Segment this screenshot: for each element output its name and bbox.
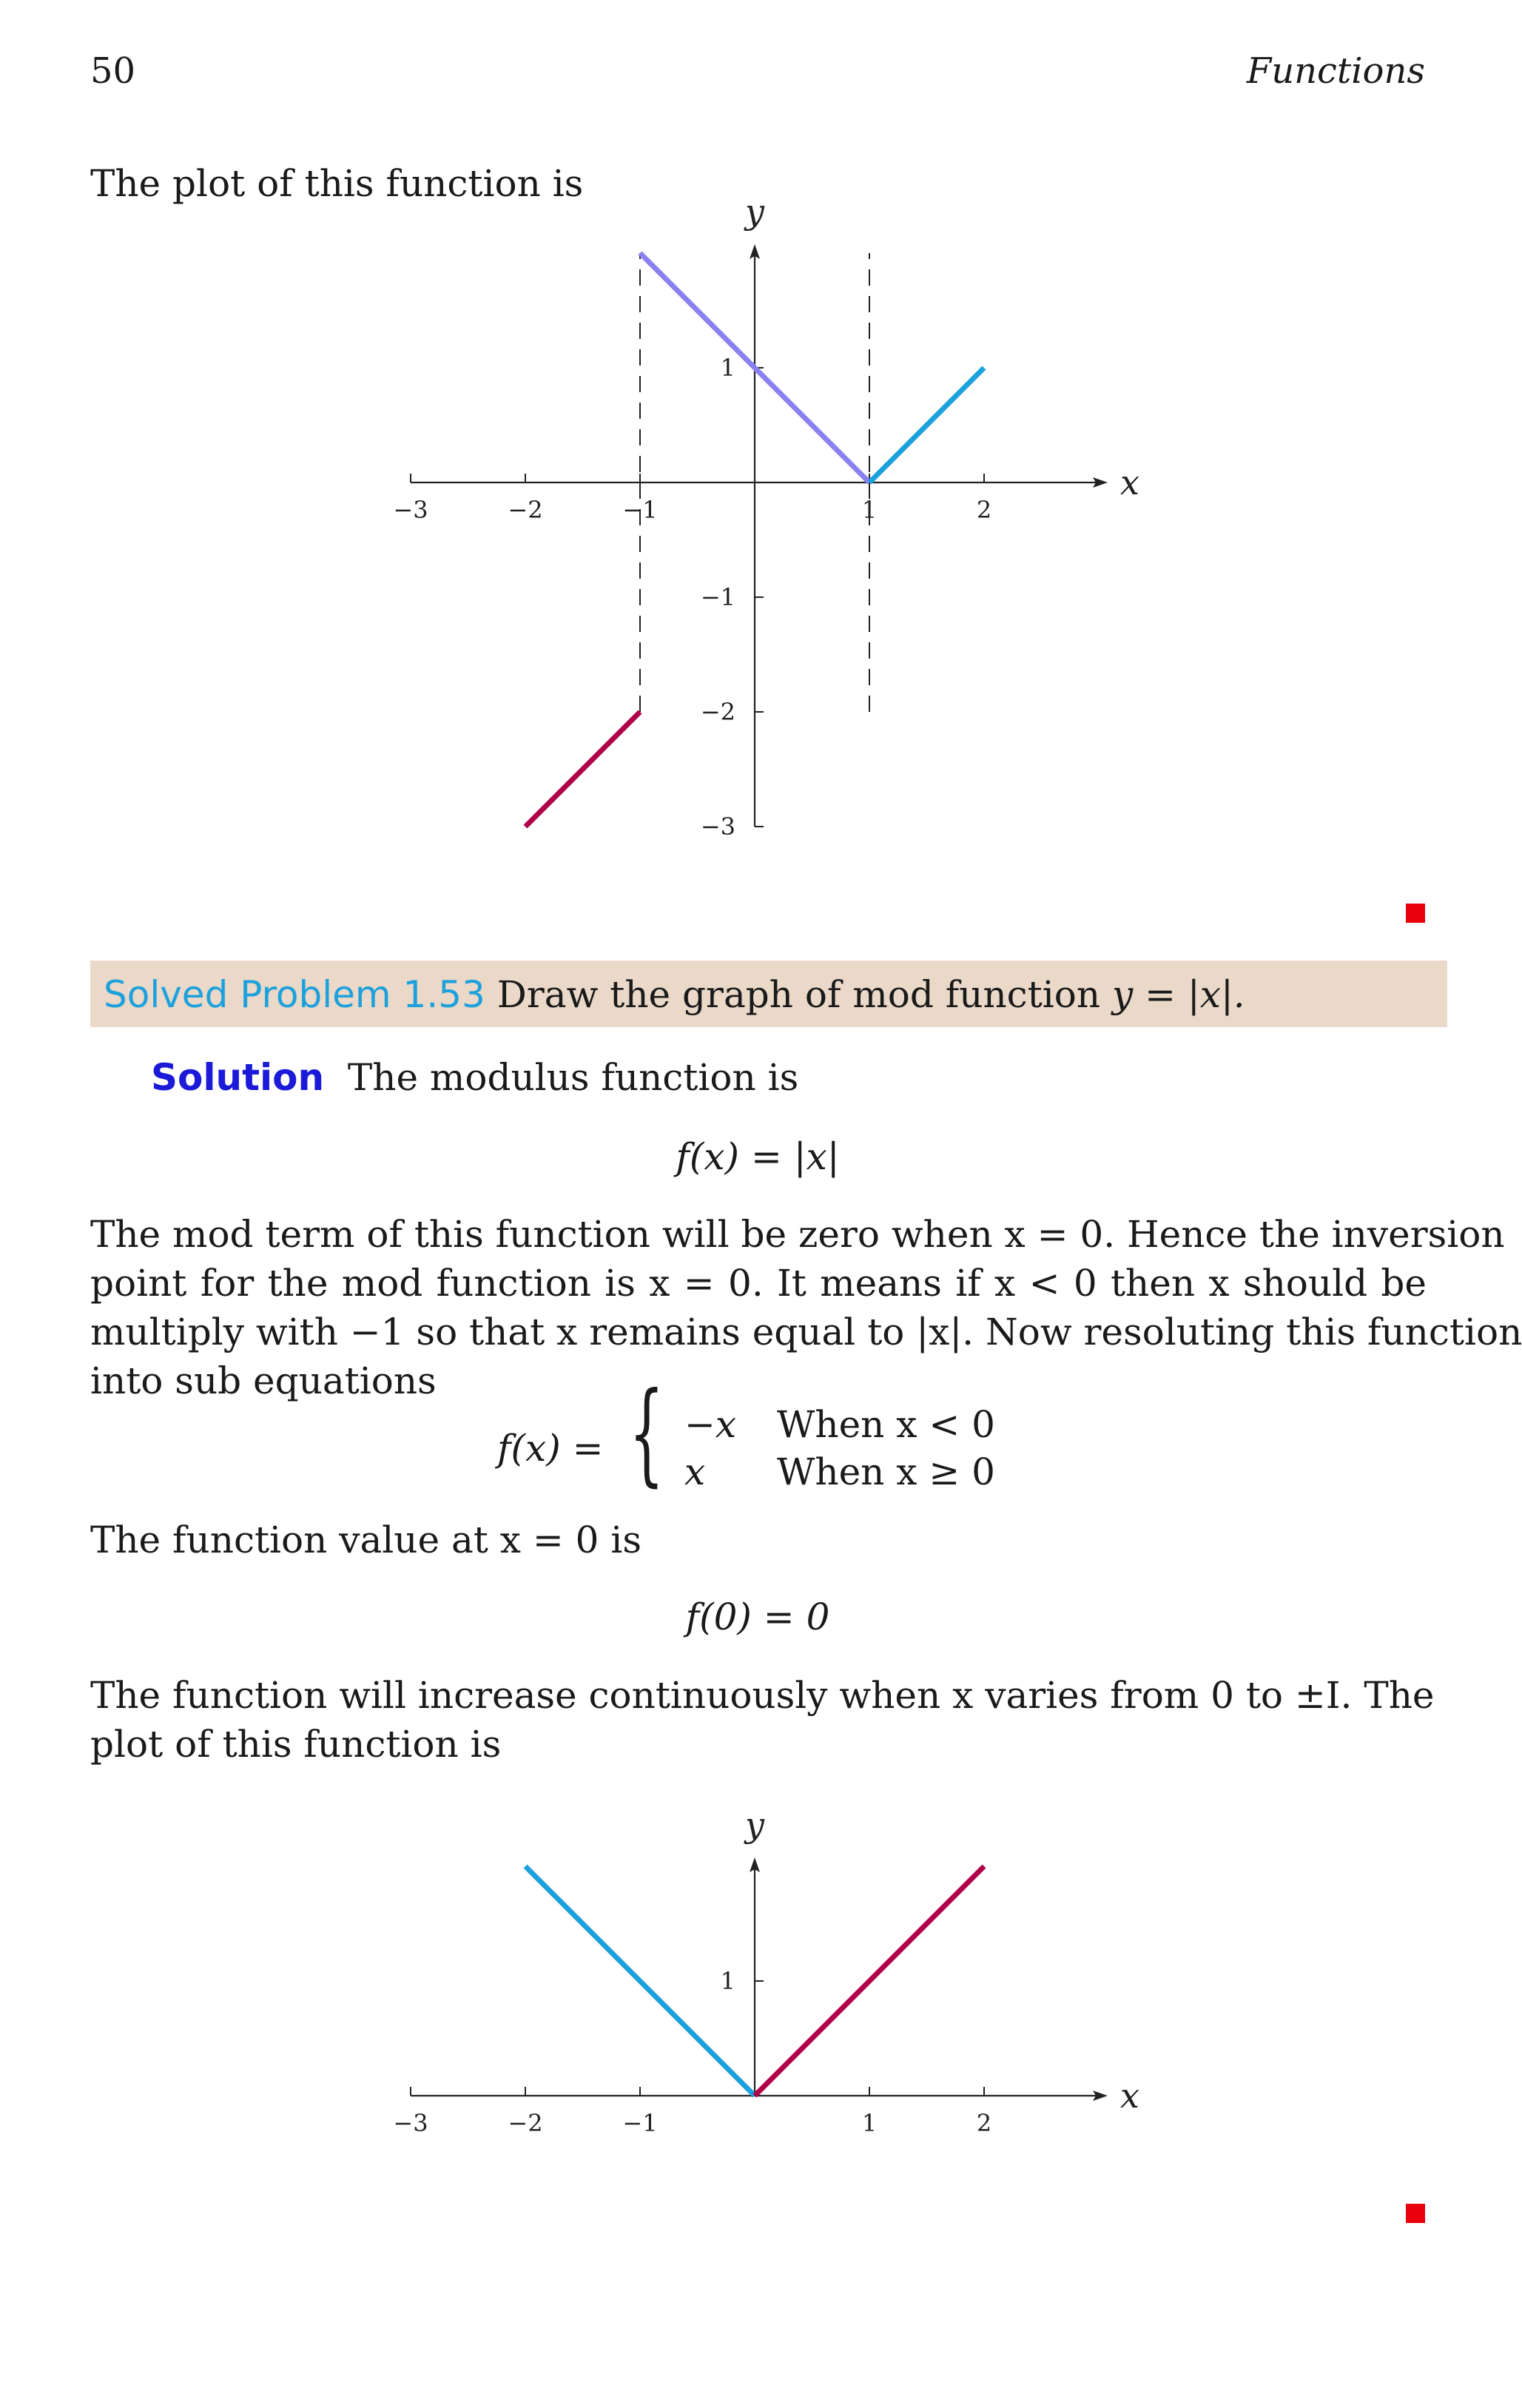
- y-tick-label: −1: [700, 583, 735, 611]
- equation-modulus: [0, 1132, 1515, 1181]
- piecewise-definition: [488, 1369, 1051, 1504]
- x-tick-label: −2: [508, 496, 543, 524]
- y-tick-label: −3: [700, 813, 735, 841]
- x-axis-label: x: [1120, 2076, 1139, 2116]
- paragraph-line: The function will increase continuously when x varies from 0 to ±I. The: [90, 1674, 1435, 1717]
- series-line-2: [755, 1866, 984, 2096]
- running-header: Functions: [1246, 50, 1425, 92]
- problem-label: Solved Problem 1.53: [104, 973, 485, 1016]
- paragraph-line: into sub equations: [90, 1359, 437, 1402]
- x-tick-label: −1: [622, 2109, 658, 2137]
- paragraph-line: plot of this function is: [90, 1723, 502, 1766]
- y-tick-label: 1: [720, 1967, 735, 1995]
- y-axis-label: y: [745, 1805, 764, 1845]
- x-tick-label: 1: [861, 2109, 878, 2137]
- paragraph-line: multiply with −1 so that x remains equal to |x|. Now resoluting this function: [90, 1311, 1522, 1353]
- problem-text: Draw the graph of mod function: [496, 973, 1101, 1016]
- case2-condition: When x ≥ 0: [777, 1450, 995, 1493]
- x-tick-label: 2: [976, 496, 992, 524]
- paragraph-inversion-point: [90, 1210, 1522, 1405]
- paragraph-function-value: The function value at x = 0 is: [90, 1519, 642, 1561]
- piecewise-function-plot: [355, 192, 1184, 858]
- page-number: 50: [90, 50, 136, 92]
- solution-line: [151, 1053, 798, 1102]
- x-tick-label: −3: [393, 496, 428, 524]
- x-tick-label: −2: [508, 2109, 543, 2137]
- series-line-1: [525, 712, 640, 827]
- y-tick-label: 1: [720, 354, 735, 382]
- end-of-proof-mark-1: [1406, 904, 1425, 923]
- paragraph-line: point for the mod function is x = 0. It means if x < 0 then x should be: [90, 1262, 1427, 1305]
- paragraph-increase: [90, 1671, 1435, 1769]
- x-tick-label: 1: [861, 496, 878, 524]
- intro-text: The plot of this function is: [90, 162, 584, 205]
- equation-f0-text: f(0) = 0: [685, 1595, 830, 1638]
- left-brace: {: [629, 1369, 664, 1498]
- x-tick-label: −1: [622, 496, 658, 524]
- case1-condition: When x < 0: [777, 1403, 995, 1446]
- problem-statement: [104, 970, 1245, 1019]
- equation-modulus-text: f(x) = |x|: [676, 1135, 840, 1178]
- paragraph-line: The mod term of this function will be zero when x = 0. Hence the inversion: [90, 1213, 1505, 1256]
- problem-equation: y = |x|.: [1111, 973, 1245, 1016]
- piecewise-lhs: f(x) =: [497, 1427, 604, 1470]
- case1-expression: −x: [684, 1403, 737, 1446]
- end-of-proof-mark-2: [1406, 2204, 1425, 2223]
- solution-label: Solution: [151, 1056, 325, 1099]
- series-line-3: [869, 368, 984, 482]
- modulus-function-plot: [355, 1798, 1184, 2168]
- case2-expression: x: [684, 1450, 706, 1493]
- x-tick-label: 2: [976, 2109, 992, 2137]
- solution-intro: The modulus function is: [347, 1056, 799, 1099]
- x-tick-label: −3: [393, 2109, 428, 2137]
- y-tick-label: −2: [700, 698, 735, 726]
- y-axis-label: y: [745, 192, 764, 232]
- x-axis-label: x: [1120, 463, 1139, 502]
- equation-f0: [0, 1593, 1515, 1641]
